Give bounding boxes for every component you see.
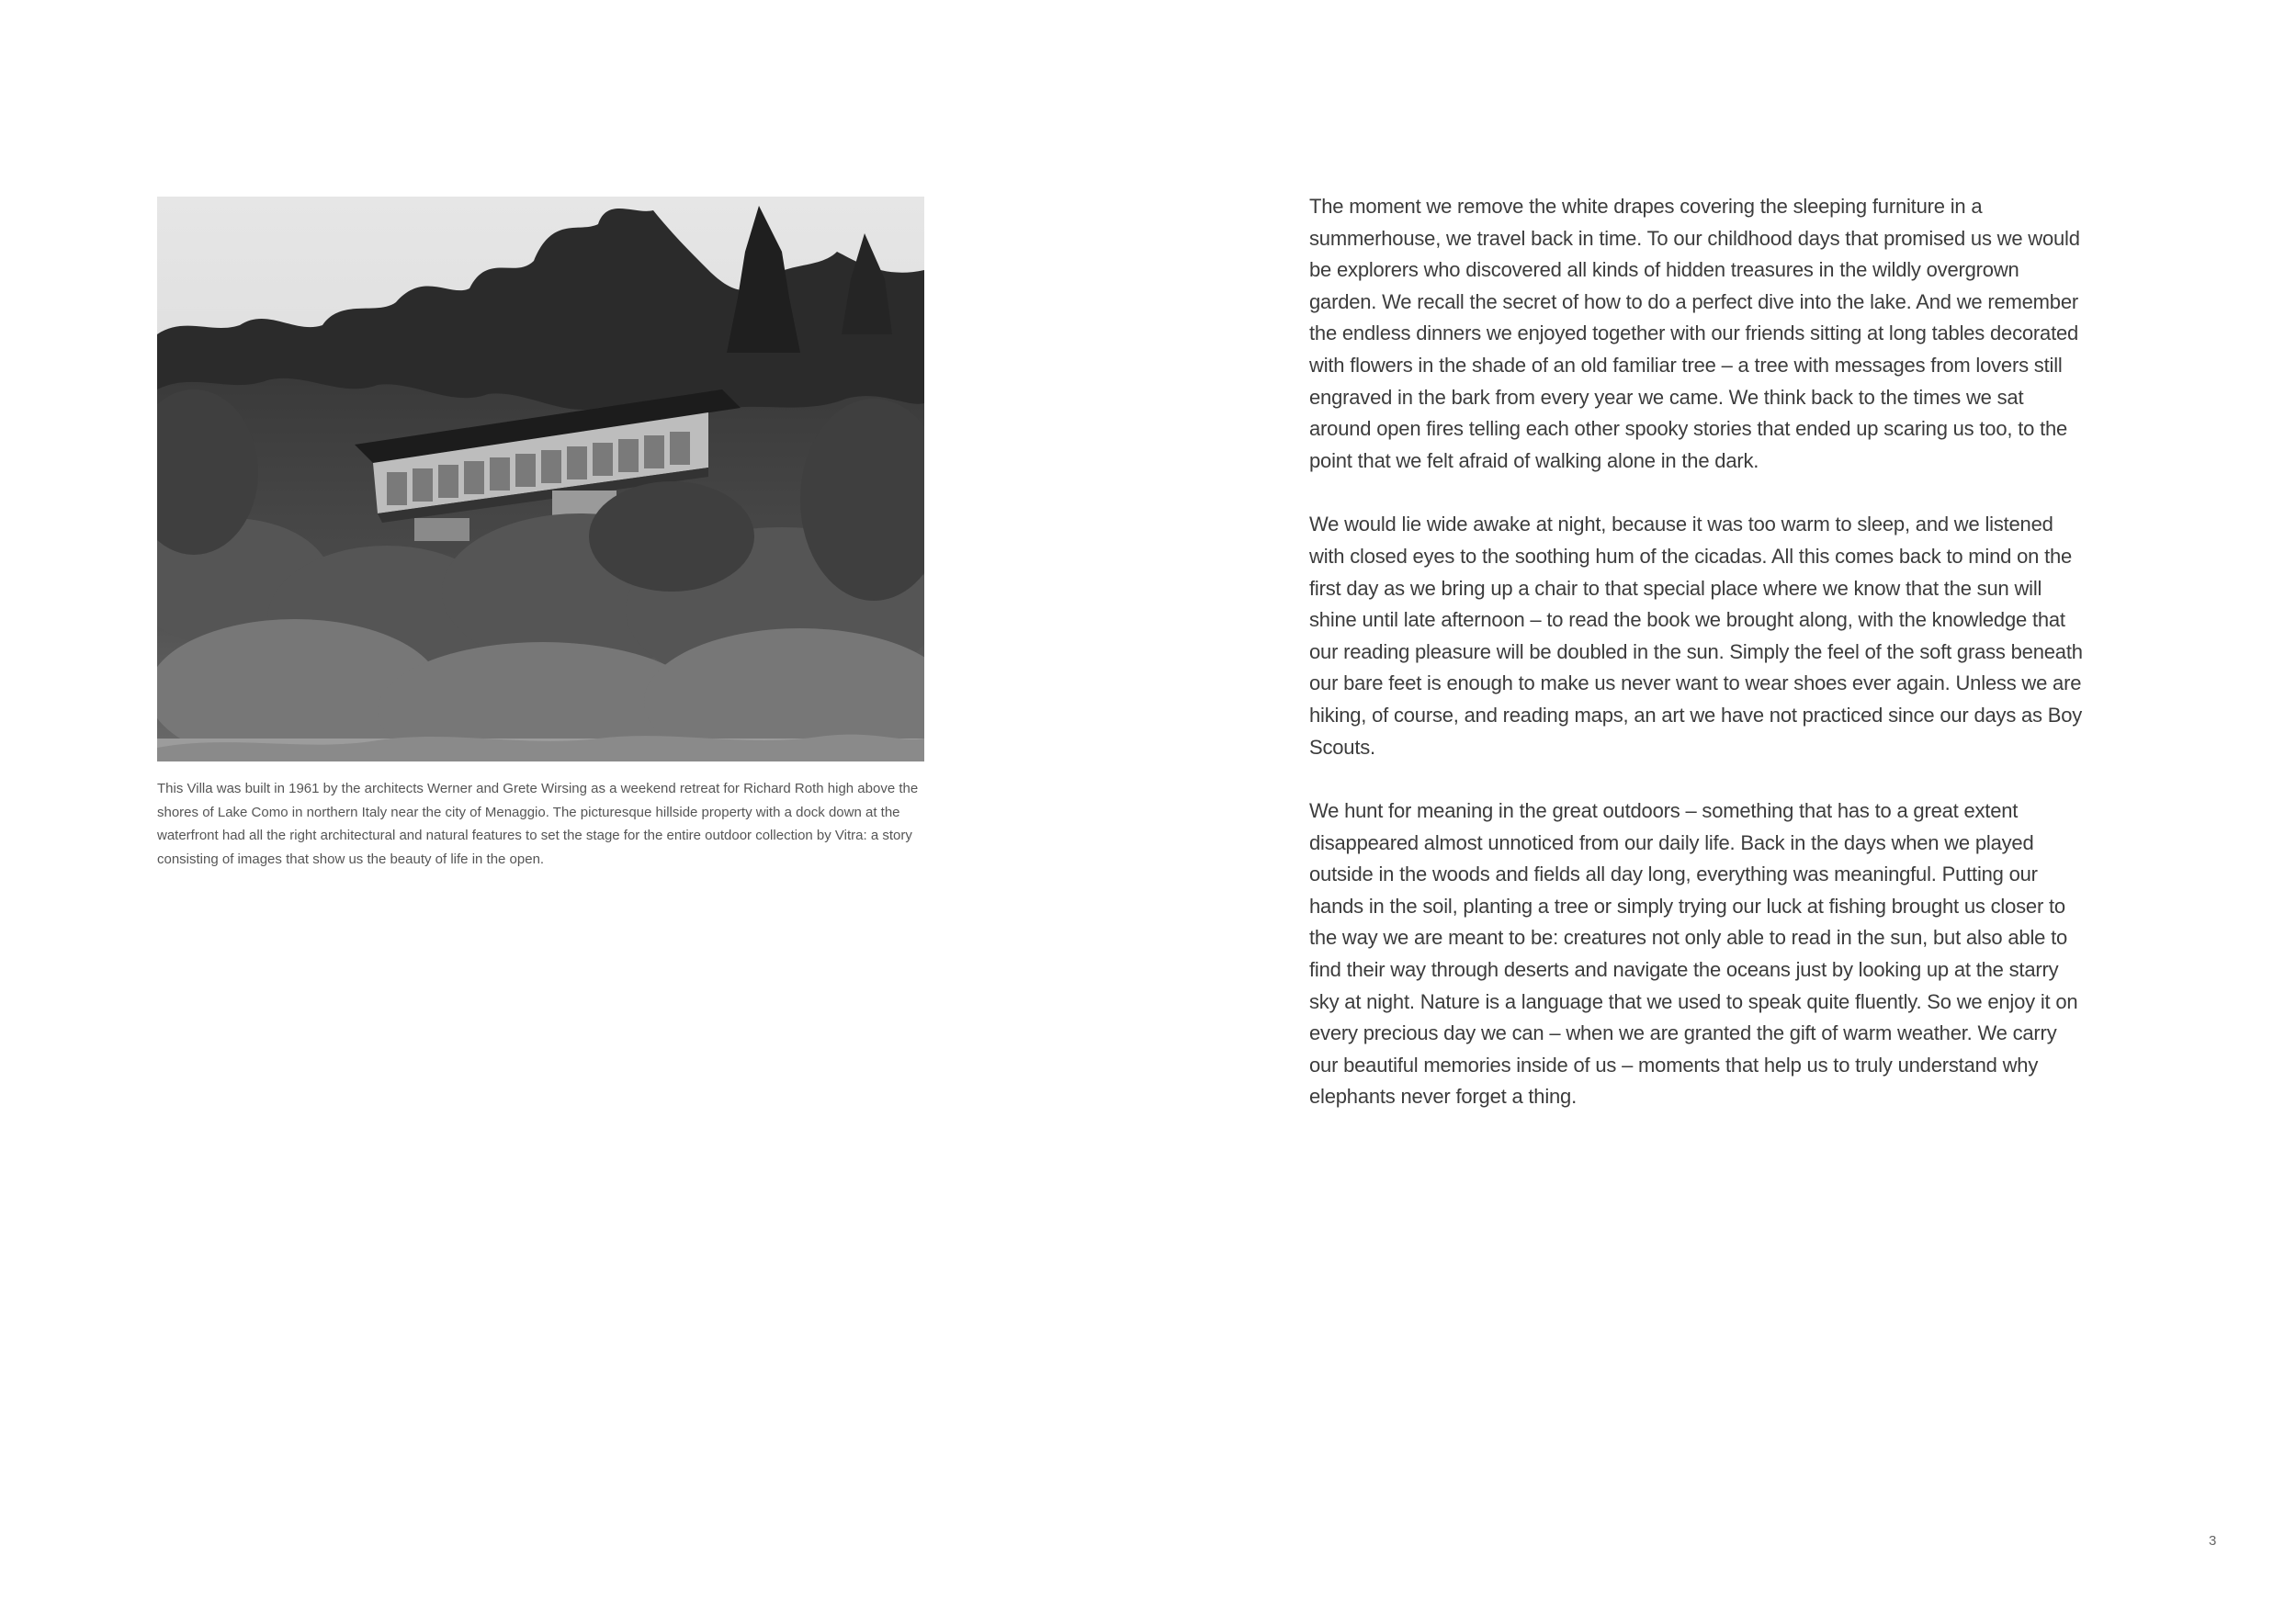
paragraph-3: We hunt for meaning in the great outdoors – something that has to a great extent disappeared almost unnoticed from our daily life. Back in the days when we played outside in the woods and fields all day long, everything was meaningful. Putting our hands in the soil, planting a tree or simply trying our luck at fishing brought us closer to the way we are meant to be: creatures not only able to read in the sun, but also able to find their way through deserts and navigate the oceans just by looking up at the starry sky at night. Nature is a language that we used to speak quite fluently. So we enjoy it on every precious day we can – when we are granted the gift of warm weather. We carry our beautiful memories inside of us – moments that help us to truly understand why elephants never forget a thing. xyxy=(1309,799,2078,1109)
paragraph-1: The moment we remove the white drapes covering the sleeping furniture in a summerhouse, we travel back in time. To our childhood days that promised us we would be explorers who discovered all kinds of hidden treasures in the wildly overgrown garden. We recall the secret of how to do a perfect dive into the lake. And we remember the endless dinners we enjoyed together with our friends sitting at long tables decorated with flowers in the shade of an old familiar tree – a tree with messages from lovers still engraved in the bark from every year we came. We think back to the times we sat around open fires telling each other spooky stories that ended up scaring us too, to the point that we felt afraid of walking alone in the dark. xyxy=(1309,195,2080,472)
villa-photo xyxy=(157,197,924,761)
page-number: 3 xyxy=(2209,1533,2217,1549)
villa-photo-graphic xyxy=(157,197,924,761)
paragraph-2: We would lie wide awake at night, because it was too warm to sleep, and we listened with closed eyes to the soothing hum of the cicadas. All this comes back to mind on the first day as we bring up a chair to that special place where we know that the sun will shine until late afternoon – to read the book we brought along, with the knowledge that our reading pleasure will be doubled in the sun. Simply the feel of the soft grass beneath our bare feet is enough to make us never want to wear shoes ever again. Unless we are hiking, of course, and reading maps, an art we have not practiced since our days as Boy Scouts. xyxy=(1309,513,2083,759)
article-body xyxy=(1309,191,2083,1145)
photo-caption: This Villa was built in 1961 by the architects Werner and Grete Wirsing as a weekend retreat for Richard Roth high above the shores of Lake Como in northern Italy near the city of Menaggio. The picturesque hillside property with a dock down at the waterfront had all the right architectural and natural features to set the stage for the entire outdoor collection by Vitra: a story consisting of images that show us the beauty of life in the open. xyxy=(157,781,919,867)
